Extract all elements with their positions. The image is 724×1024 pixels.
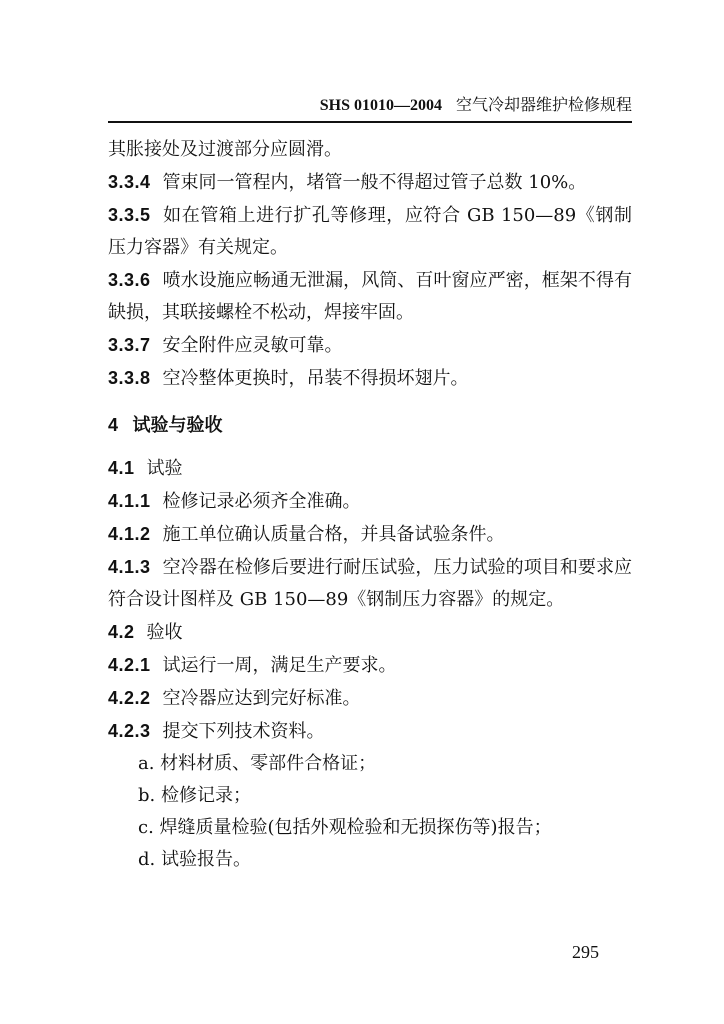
clause-text: 提交下列技术资料。 [162, 721, 325, 742]
clause-3-3-5 [108, 199, 632, 264]
clause-text: 安全附件应灵敏可靠。 [162, 335, 343, 356]
clause-number: 4.1 [108, 458, 135, 478]
list-item: b. 检修记录； [138, 785, 251, 806]
clause-text: 验收 [146, 622, 183, 643]
clause-text: 试运行一周，满足生产要求。 [162, 655, 397, 676]
clause-4-1-3 [108, 551, 632, 616]
clause-text: 空冷器应达到完好标准。 [162, 688, 361, 709]
clause-number: 3.3.8 [108, 368, 151, 388]
clause-number: 4.1.3 [108, 557, 151, 577]
clause-text: 管束同一管程内，堵管一般不得超过管子总数 10%。 [162, 172, 587, 193]
clause-number: 3.3.7 [108, 335, 151, 355]
document-title: 空气冷却器维护检修规程 [455, 95, 632, 114]
running-header [108, 92, 632, 115]
clause-number: 3.3.6 [108, 270, 151, 290]
clause-3-3-6 [108, 264, 632, 329]
clause-number: 4.2 [108, 622, 135, 642]
section-title: 试验与验收 [132, 415, 223, 436]
clause-4-2-1 [108, 649, 632, 682]
list-item: a. 材料材质、零部件合格证； [138, 753, 377, 774]
page-number: 295 [572, 942, 599, 962]
clause-4-1-2 [108, 518, 632, 551]
clause-3-3-4 [108, 166, 632, 199]
clause-3-3-7 [108, 329, 632, 362]
standard-code: SHS 01010—2004 [319, 97, 442, 114]
clause-text: 施工单位确认质量合格，并具备试验条件。 [162, 524, 505, 545]
clause-4-2-2 [108, 682, 632, 715]
clause-3-3-8 [108, 362, 632, 395]
section-number: 4 [108, 415, 119, 435]
clause-number: 4.1.1 [108, 491, 151, 511]
clause-4-1 [108, 452, 632, 485]
clause-number: 4.2.1 [108, 655, 151, 675]
clause-number: 4.2.2 [108, 688, 151, 708]
clause-4-2-3 [108, 715, 632, 748]
clause-number: 4.1.2 [108, 524, 151, 544]
section-heading [108, 409, 632, 442]
page-body [108, 134, 632, 876]
clause-4-2 [108, 616, 632, 649]
clause-text: 喷水设施应畅通无泄漏，风筒、百叶窗应严密，框架不得有缺损，其联接螺栓不松动，焊接牢固。 [108, 270, 632, 323]
list-item: c. 焊缝质量检验(包括外观检验和无损探伤等)报告； [138, 817, 552, 838]
clause-number: 3.3.4 [108, 172, 151, 192]
list-item: d. 试验报告。 [138, 849, 251, 870]
clause-text: 空冷整体更换时，吊装不得损坏翅片。 [162, 368, 469, 389]
paragraph: 其胀接处及过渡部分应圆滑。 [108, 139, 342, 160]
clause-number: 4.2.3 [108, 721, 151, 741]
clause-text: 试验 [146, 458, 183, 479]
header-rule [108, 121, 632, 123]
clause-number: 3.3.5 [108, 205, 151, 225]
clause-4-1-1 [108, 485, 632, 518]
clause-text: 空冷器在检修后要进行耐压试验，压力试验的项目和要求应符合设计图样及 GB 150—89《钢制压力容器》的规定。 [108, 557, 632, 610]
clause-text: 检修记录必须齐全准确。 [162, 491, 361, 512]
clause-text: 如在管箱上进行扩孔等修理，应符合 GB 150—89《钢制压力容器》有关规定。 [108, 205, 632, 258]
